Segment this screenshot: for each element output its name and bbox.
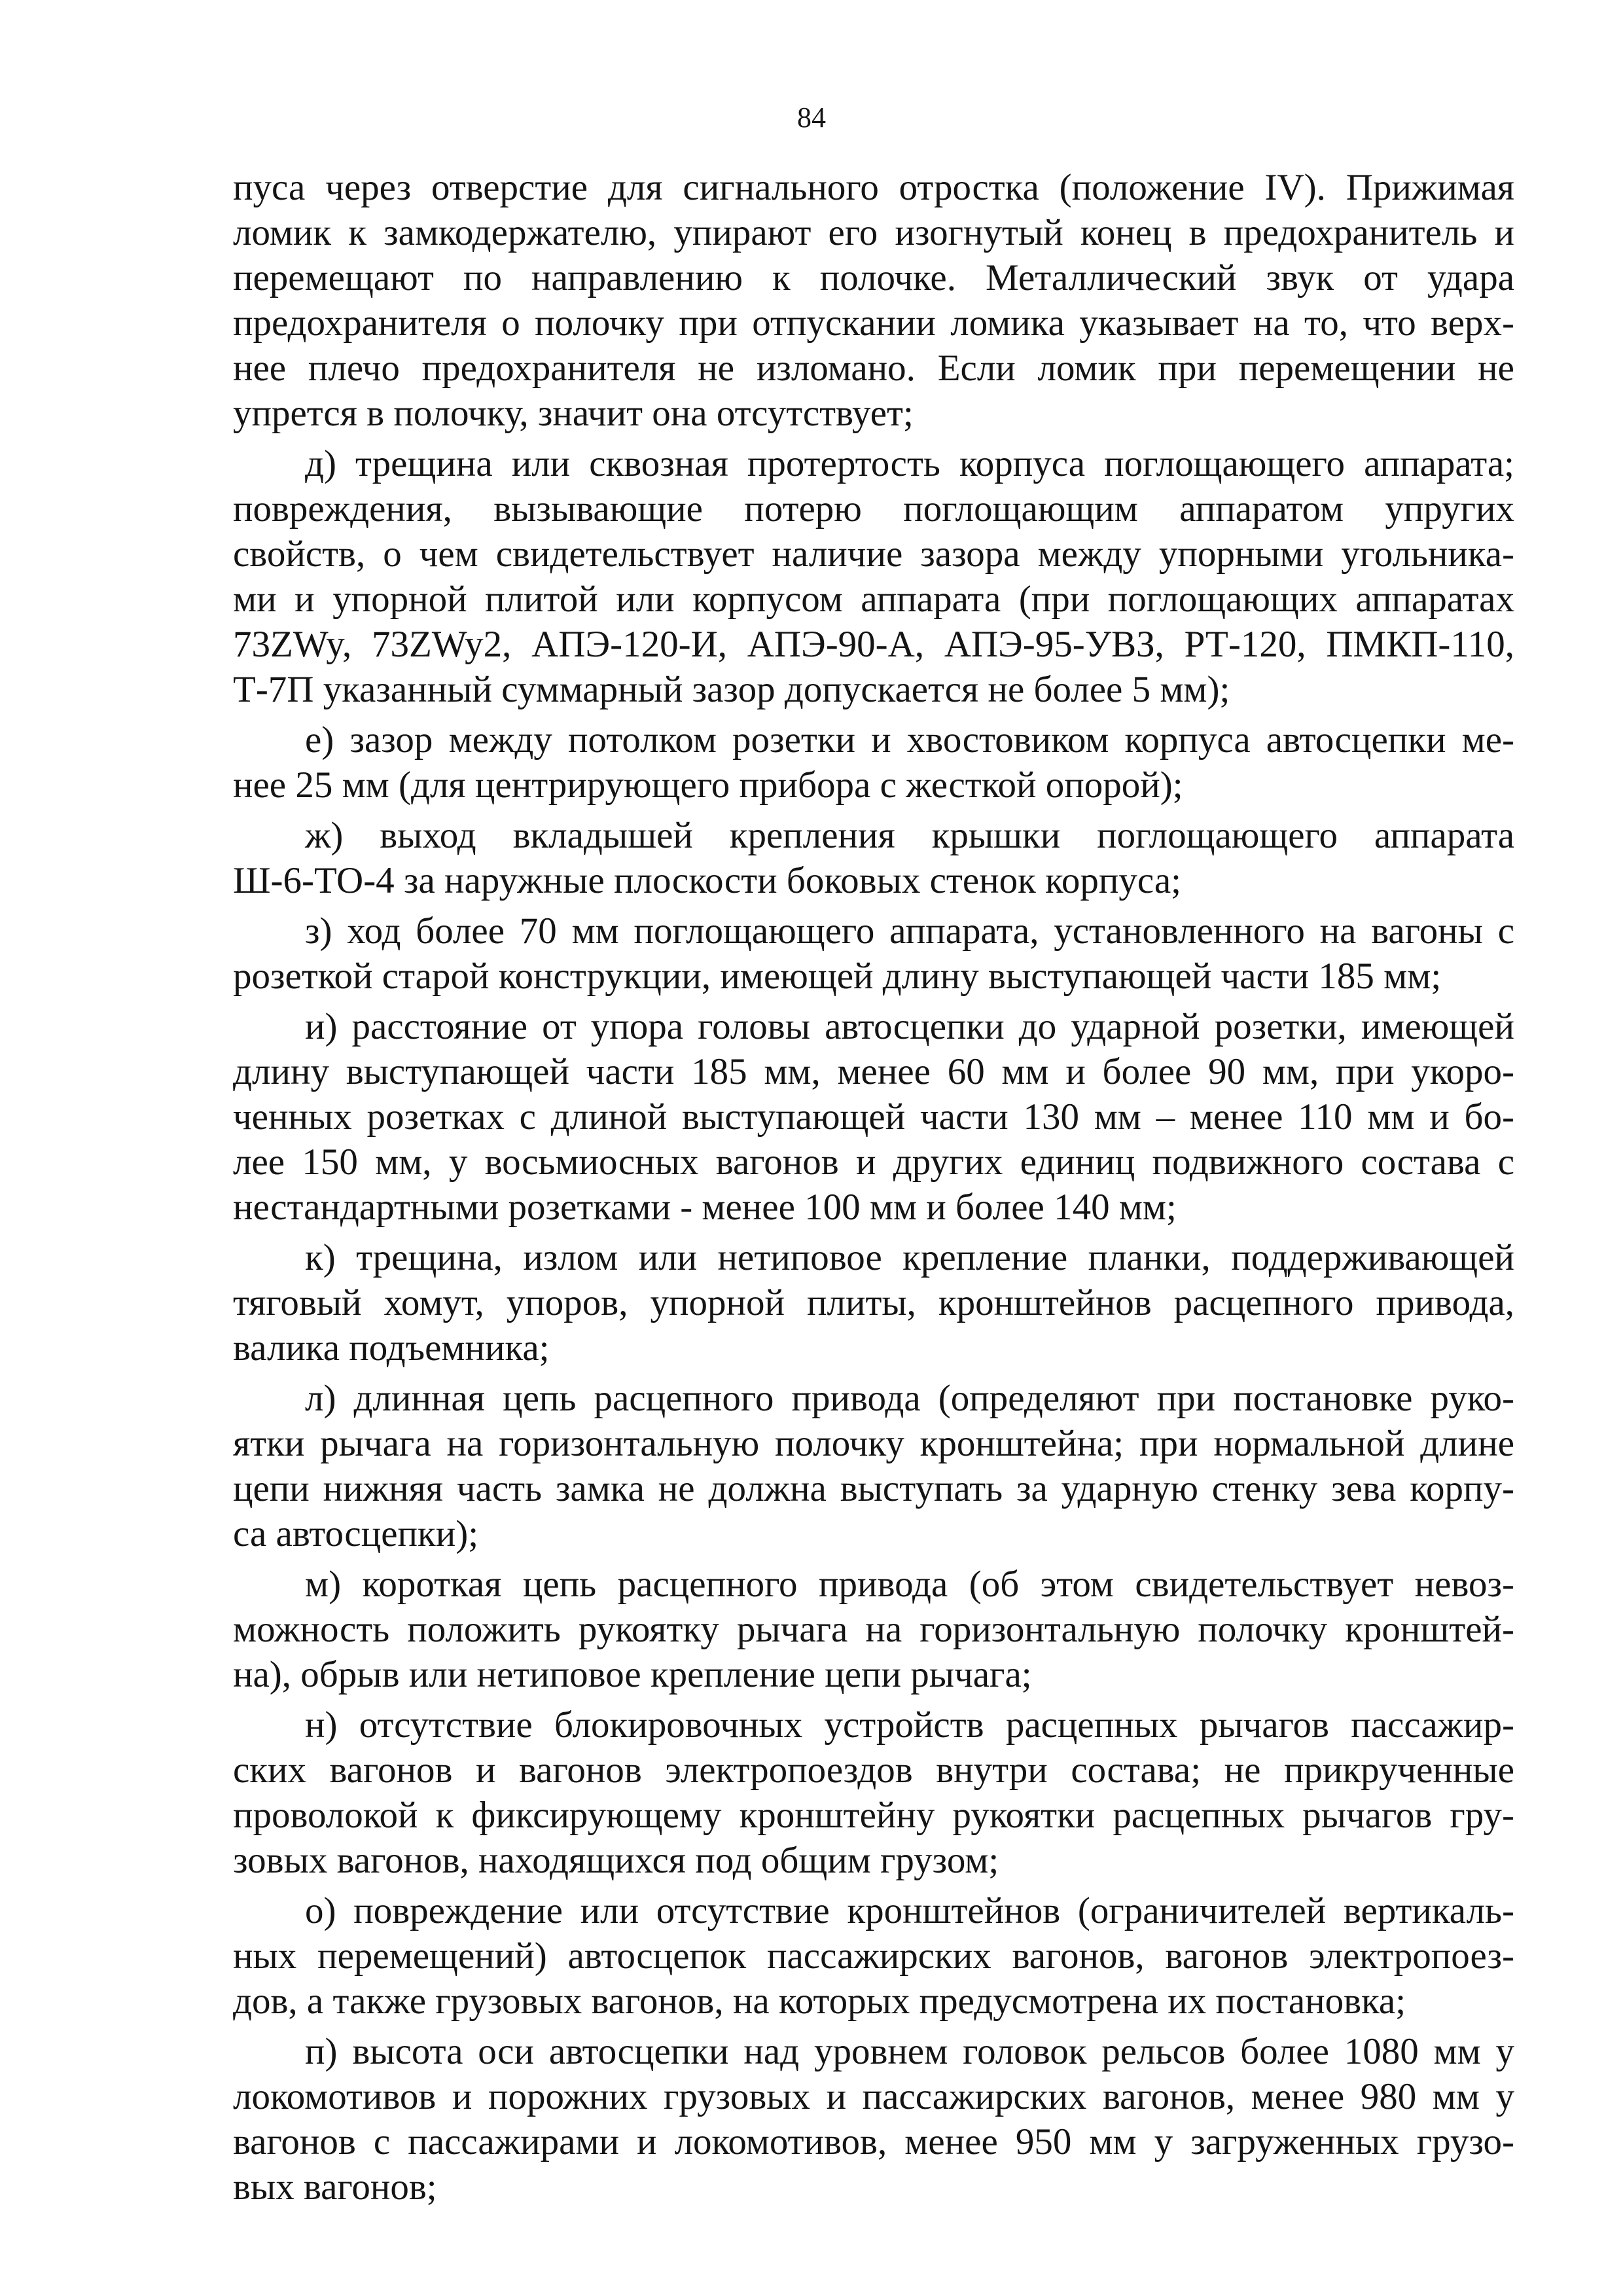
- text-line: и) расстояние от упора головы автосцепки до ударной розетки, имеющей: [305, 1006, 1514, 1047]
- text-line: валика подъемника;: [233, 1327, 550, 1369]
- text-line: ломик к замкодержателю, упирают его изогнутый конец в предохранитель и: [233, 212, 1514, 253]
- text-line: цепи нижняя часть замка не должна выступать за ударную стенку зева корпу-: [233, 1468, 1514, 1509]
- text-line: можность положить рукоятку рычага на горизонтальную полочку кронштей-: [233, 1609, 1514, 1650]
- text-line: Т-7П указанный суммарный зазор допускается не более 5 мм);: [233, 669, 1230, 710]
- text-line: розеткой старой конструкции, имеющей длину выступающей части 185 мм;: [233, 956, 1442, 997]
- paragraph-gap: [233, 2024, 1514, 2029]
- text-line: нестандартными розетками - менее 100 мм и более 140 мм;: [233, 1187, 1177, 1228]
- paragraph-gap: [233, 436, 1514, 441]
- text-line: дов, а также грузовых вагонов, на которых предусмотрена их постановка;: [233, 1981, 1406, 2022]
- text-line: л) длинная цепь расцепного привода (определяют при постановке руко-: [305, 1378, 1514, 1419]
- text-line: к) трещина, излом или нетиповое крепление планки, поддерживающей: [305, 1237, 1514, 1278]
- text-line: ских вагонов и вагонов электропоездов внутри состава; не прикрученные: [233, 1749, 1514, 1791]
- text-line: лее 150 мм, у восьмиосных вагонов и других единиц подвижного состава с: [233, 1141, 1514, 1183]
- text-line: перемещают по направлению к полочке. Металлический звук от удара: [233, 257, 1514, 298]
- paragraph-gap: [233, 903, 1514, 908]
- text-line: свойств, о чем свидетельствует наличие зазора между упорными угольника-: [233, 533, 1514, 575]
- page-number: 84: [797, 101, 826, 134]
- text-line: ченных розетках с длиной выступающей части 130 мм – менее 110 мм и бо-: [233, 1096, 1514, 1138]
- paragraph-gap: [233, 1883, 1514, 1888]
- text-line: са автосцепки);: [233, 1513, 479, 1554]
- paragraph-gap: [233, 999, 1514, 1004]
- text-line: е) зазор между потолком розетки и хвостовиком корпуса автосцепки ме-: [305, 719, 1514, 761]
- paragraph-gap: [233, 1556, 1514, 1562]
- body-text: [233, 165, 1514, 2210]
- text-line: п) высота оси автосцепки над уровнем головок рельсов более 1080 мм у: [305, 2031, 1514, 2072]
- text-line: длину выступающей части 185 мм, менее 60 мм и более 90 мм, при укоро-: [233, 1051, 1514, 1092]
- paragraph-gap: [233, 1697, 1514, 1702]
- text-line: на), обрыв или нетиповое крепление цепи рычага;: [233, 1654, 1032, 1695]
- paragraph-gap: [233, 1230, 1514, 1235]
- paragraph-gap: [233, 712, 1514, 717]
- text-line: ятки рычага на горизонтальную полочку кронштейна; при нормальной длине: [233, 1423, 1514, 1464]
- text-line: вагонов с пассажирами и локомотивов, менее 950 мм у загруженных грузо-: [233, 2121, 1514, 2162]
- text-line: нее 25 мм (для центрирующего прибора с жесткой опорой);: [233, 764, 1183, 806]
- text-line: н) отсутствие блокировочных устройств расцепных рычагов пассажир-: [305, 1704, 1514, 1746]
- text-line: Ш-6-ТО-4 за наружные плоскости боковых стенок корпуса;: [233, 860, 1182, 901]
- text-line: локомотивов и порожних грузовых и пассажирских вагонов, менее 980 мм у: [233, 2076, 1514, 2117]
- text-line: пуса через отверстие для сигнального отростка (положение IV). Прижимая: [233, 167, 1514, 208]
- text-line: упрется в полочку, значит она отсутствует;: [233, 393, 914, 434]
- text-line: проволокой к фиксирующему кронштейну рукоятки расцепных рычагов гру-: [233, 1795, 1514, 1836]
- text-line: о) повреждение или отсутствие кронштейнов (ограничителей вертикаль-: [305, 1890, 1514, 1931]
- paragraph-gap: [233, 808, 1514, 813]
- text-line: повреждения, вызывающие потерю поглощающим аппаратом упругих: [233, 488, 1514, 529]
- text-line: м) короткая цепь расцепного привода (об этом свидетельствует невоз-: [305, 1564, 1514, 1605]
- text-line: 73ZWy, 73ZWy2, АПЭ-120-И, АПЭ-90-А, АПЭ-95-УВЗ, РТ-120, ПМКП-110,: [233, 624, 1514, 665]
- text-line: ных перемещений) автосцепок пассажирских вагонов, вагонов электропоез-: [233, 1935, 1514, 1977]
- text-line: д) трещина или сквозная протертость корпуса поглощающего аппарата;: [305, 443, 1514, 484]
- text-line: ми и упорной плитой или корпусом аппарата (при поглощающих аппаратах: [233, 579, 1514, 620]
- text-line: предохранителя о полочку при отпускании ломика указывает на то, что верх-: [233, 302, 1514, 344]
- text-line: з) ход более 70 мм поглощающего аппарата, установленного на вагоны с: [305, 910, 1514, 952]
- paragraph-gap: [233, 1371, 1514, 1376]
- text-line: нее плечо предохранителя не изломано. Если ломик при перемещении не: [233, 348, 1514, 389]
- text-line: вых вагонов;: [233, 2166, 437, 2208]
- text-line: зовых вагонов, находящихся под общим грузом;: [233, 1840, 999, 1881]
- text-line: ж) выход вкладышей крепления крышки поглощающего аппарата: [305, 815, 1514, 856]
- text-line: тяговый хомут, упоров, упорной плиты, кронштейнов расцепного привода,: [233, 1282, 1514, 1323]
